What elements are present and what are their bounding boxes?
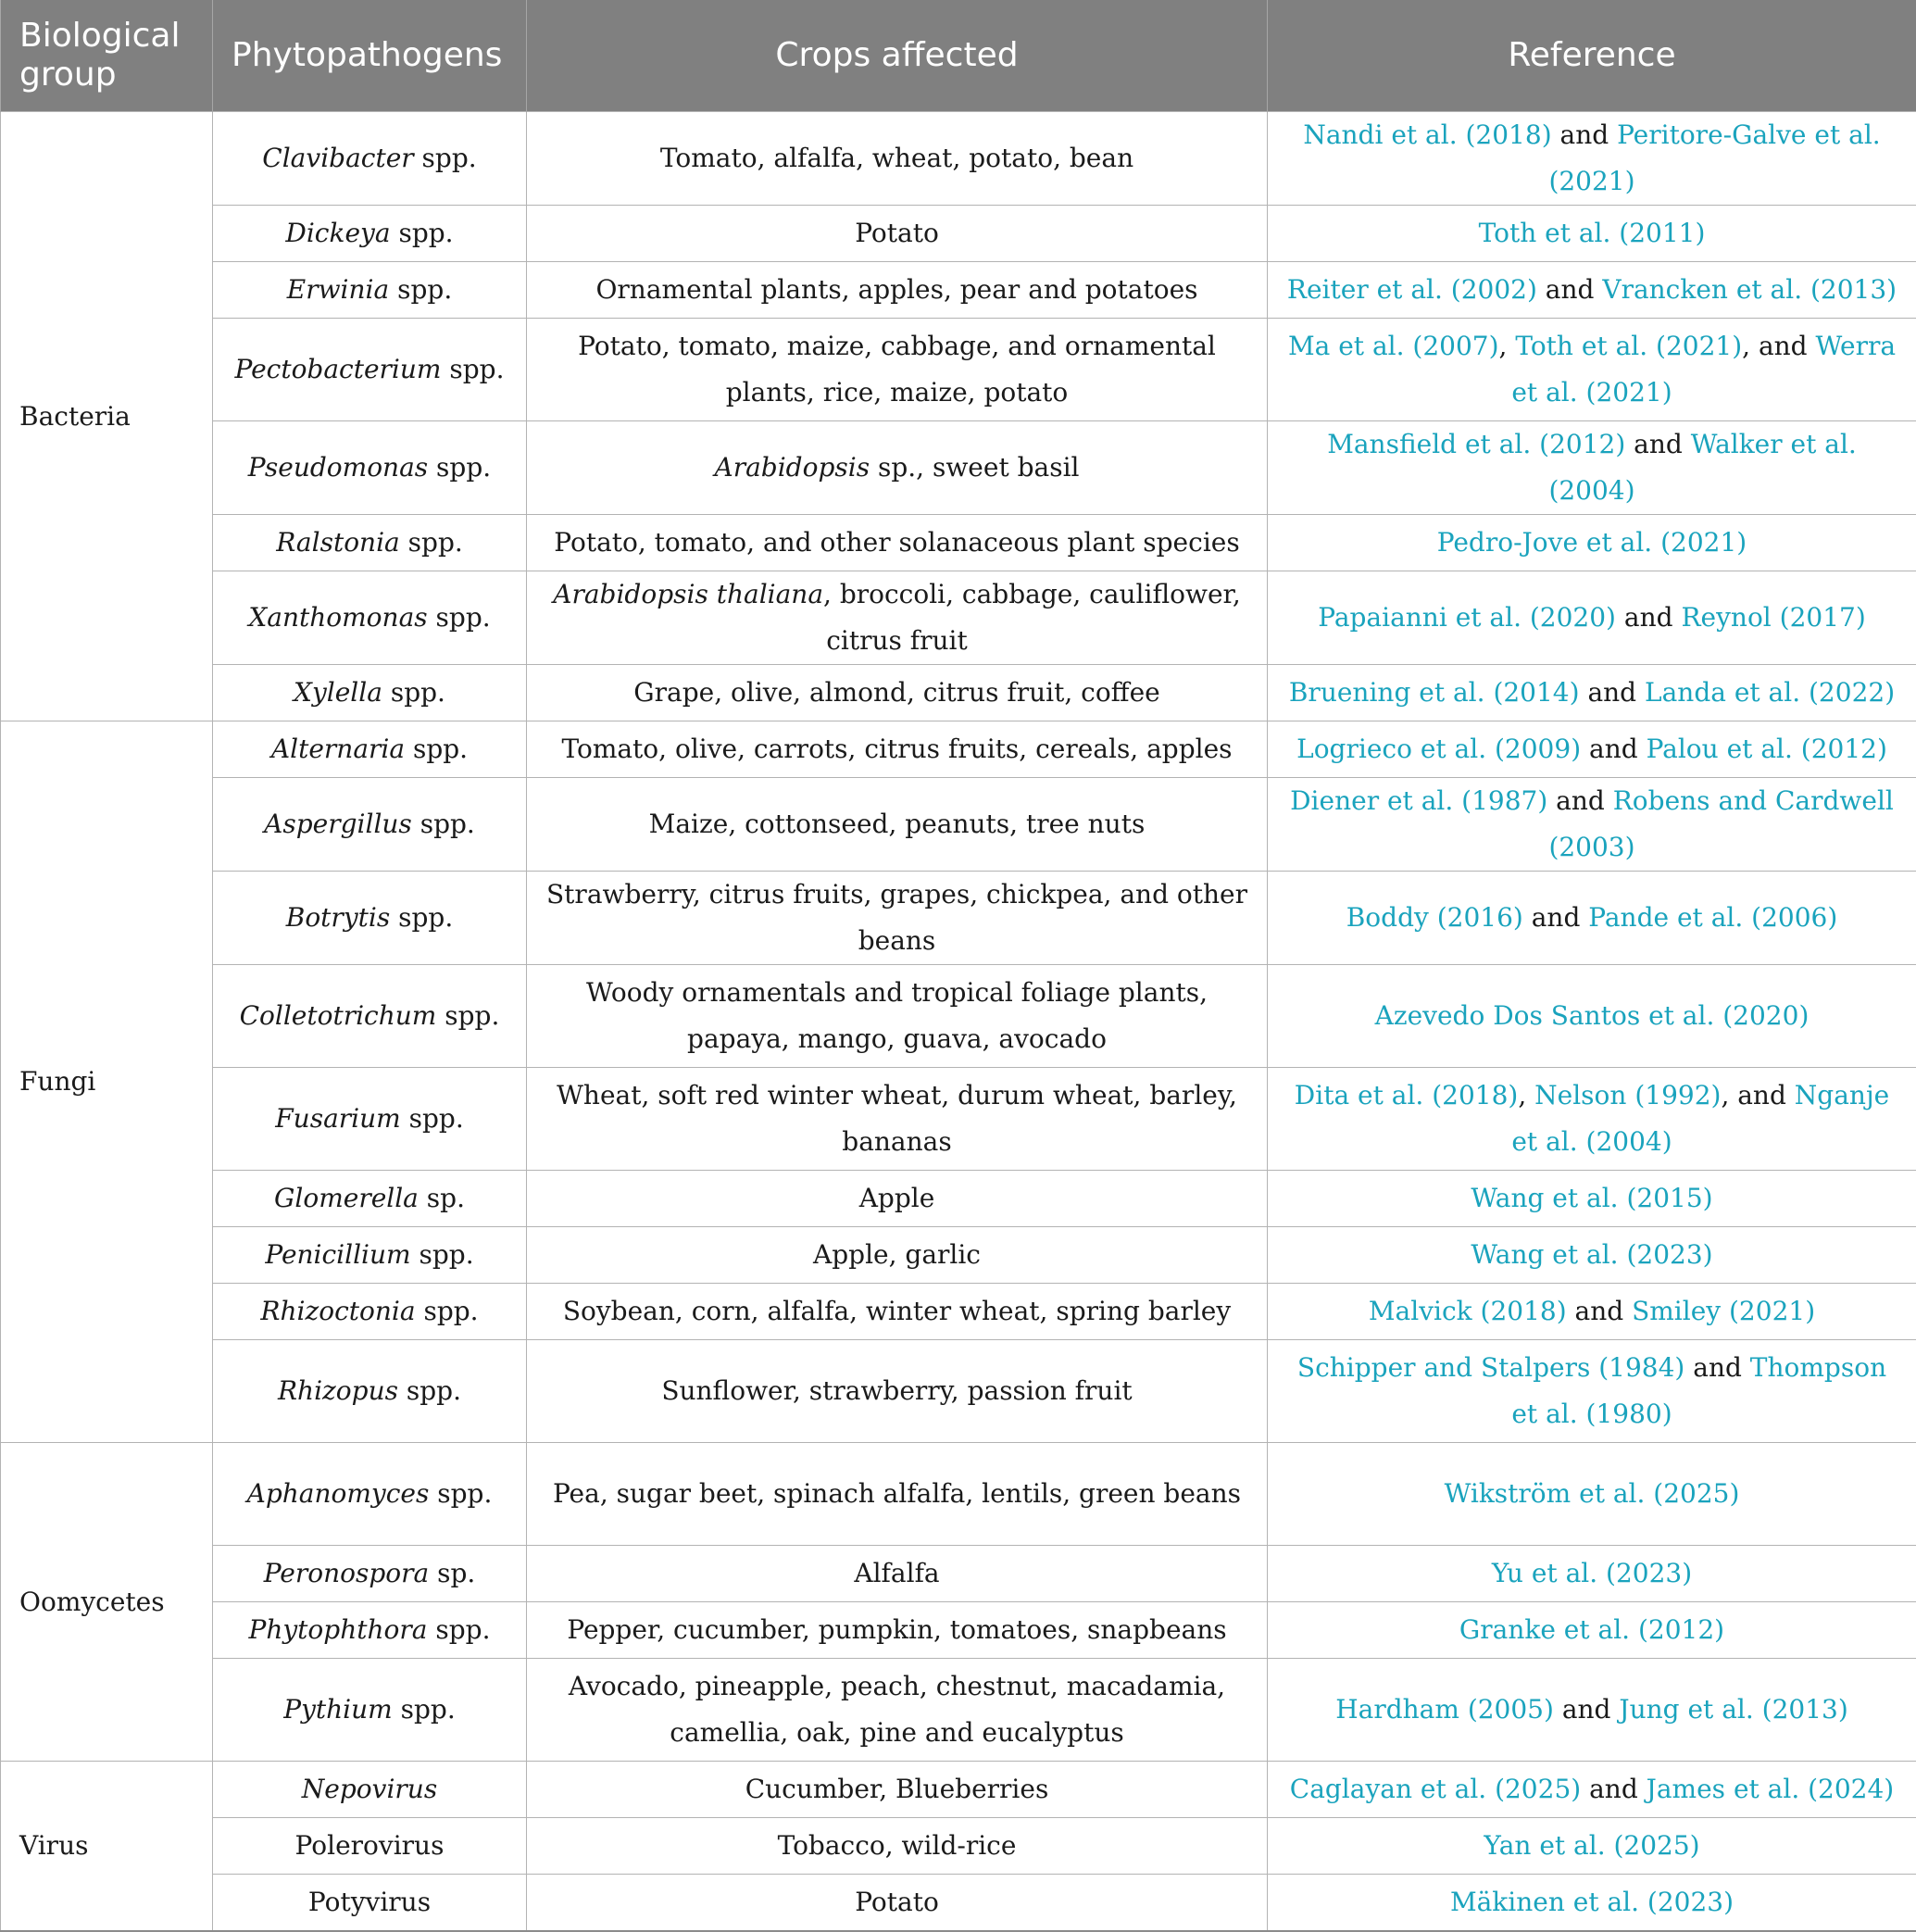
reference-link[interactable]: Wang et al. (2015) <box>1471 1183 1712 1213</box>
pathogen-suffix: spp. <box>405 734 468 764</box>
reference-link[interactable]: Smiley (2021) <box>1632 1296 1815 1326</box>
group-cell-virus: Virus <box>1 1762 213 1932</box>
reference-link[interactable]: James et al. (2024) <box>1647 1774 1895 1804</box>
reference-cell <box>1268 778 1916 872</box>
pathogen-genus: Pseudomonas <box>248 452 428 483</box>
table-row <box>1 206 1916 262</box>
crops-cell <box>527 1227 1268 1284</box>
reference-link[interactable]: Yan et al. (2025) <box>1484 1830 1699 1861</box>
reference-link[interactable]: Toth et al. (2011) <box>1479 218 1706 248</box>
pathogen-cell <box>213 1602 527 1659</box>
pathogen-genus: Penicillium <box>265 1239 410 1270</box>
reference-cell <box>1268 1875 1916 1932</box>
table-row <box>1 1875 1916 1932</box>
table-row <box>1 1227 1916 1284</box>
table-row <box>1 872 1916 965</box>
reference-cell <box>1268 319 1916 421</box>
pathogen-genus: Dickeya <box>285 218 390 248</box>
reference-link[interactable]: Landa et al. (2022) <box>1645 677 1895 708</box>
reference-cell <box>1268 262 1916 319</box>
crops-text: , broccoli, cabbage, cauliflower, citrus fruit <box>823 579 1241 656</box>
table-row <box>1 1818 1916 1875</box>
crops-text: Avocado, pineapple, peach, chestnut, macadamia, camellia, oak, pine and eucalyptus <box>569 1671 1225 1748</box>
reference-joiner: and <box>1580 677 1645 708</box>
reference-cell <box>1268 1068 1916 1171</box>
crops-text: Strawberry, citrus fruits, grapes, chickpea, and other beans <box>546 879 1247 956</box>
crops-cell <box>527 965 1268 1068</box>
reference-joiner: and <box>1625 429 1690 459</box>
table-row <box>1 721 1916 778</box>
crops-text: Ornamental plants, apples, pear and potatoes <box>595 274 1197 305</box>
reference-link[interactable]: Dita et al. (2018) <box>1295 1080 1519 1110</box>
pathogen-genus: Pythium <box>283 1694 392 1725</box>
reference-link[interactable]: Caglayan et al. (2025) <box>1290 1774 1581 1804</box>
reference-link[interactable]: Logrieco et al. (2009) <box>1296 734 1581 764</box>
crops-text: Potato, tomato, and other solanaceous plant species <box>554 527 1239 558</box>
crops-cell <box>527 1546 1268 1602</box>
crops-cell <box>527 262 1268 319</box>
table-row <box>1 1762 1916 1818</box>
pathogen-suffix: spp. <box>400 527 463 558</box>
pathogen-suffix: spp. <box>411 1239 474 1270</box>
reference-cell <box>1268 965 1916 1068</box>
reference-link[interactable]: Wikström et al. (2025) <box>1445 1478 1740 1509</box>
table-row <box>1 1340 1916 1443</box>
pathogen-genus: Aspergillus <box>264 809 412 839</box>
table-row <box>1 112 1916 206</box>
pathogen-suffix: spp. <box>414 143 477 173</box>
reference-cell <box>1268 515 1916 571</box>
table-body <box>1 112 1916 1932</box>
group-cell-fungi: Fungi <box>1 721 213 1443</box>
pathogen-cell <box>213 1762 527 1818</box>
crops-text: Potato, tomato, maize, cabbage, and ornamental plants, rice, maize, potato <box>578 331 1216 408</box>
group-cell-bacteria: Bacteria <box>1 112 213 721</box>
pathogen-cell <box>213 665 527 721</box>
crops-text: Pea, sugar beet, spinach alfalfa, lentils, green beans <box>553 1478 1241 1509</box>
reference-link[interactable]: Pedro-Jove et al. (2021) <box>1437 527 1747 558</box>
reference-cell <box>1268 665 1916 721</box>
reference-joiner: , <box>1518 1080 1534 1110</box>
pathogen-suffix: spp. <box>428 602 491 633</box>
crops-cell <box>527 1875 1268 1932</box>
crops-cell <box>527 1818 1268 1875</box>
reference-link[interactable]: Hardham (2005) <box>1335 1694 1554 1725</box>
pathogen-genus: Alternaria <box>271 734 405 764</box>
pathogen-cell <box>213 571 527 665</box>
reference-cell <box>1268 112 1916 206</box>
reference-link[interactable]: Toth et al. (2021) <box>1515 331 1742 361</box>
pathogen-cell <box>213 778 527 872</box>
table-row <box>1 571 1916 665</box>
crops-text: Apple, garlic <box>813 1239 981 1270</box>
reference-joiner: and <box>1554 1694 1619 1725</box>
crops-text: Tomato, alfalfa, wheat, potato, bean <box>660 143 1133 173</box>
pathogen-cell <box>213 1818 527 1875</box>
pathogen-genus: Pectobacterium <box>234 354 441 384</box>
reference-cell <box>1268 1546 1916 1602</box>
pathogen-cell <box>213 1875 527 1932</box>
table-row <box>1 421 1916 515</box>
reference-joiner: and <box>1523 902 1588 933</box>
table-row <box>1 1602 1916 1659</box>
pathogen-cell <box>213 206 527 262</box>
header-row <box>1 0 1916 112</box>
table-row <box>1 1443 1916 1546</box>
reference-link[interactable]: Werra et al. (2021) <box>1511 331 1896 408</box>
group-cell-oomycetes: Oomycetes <box>1 1443 213 1762</box>
pathogen-genus: Rhizopus <box>278 1375 398 1406</box>
crops-text: Potato <box>855 218 939 248</box>
table-row <box>1 319 1916 421</box>
table-row <box>1 1068 1916 1171</box>
table-row <box>1 1284 1916 1340</box>
reference-link[interactable]: Nelson (1992) <box>1534 1080 1721 1110</box>
reference-link[interactable]: Reiter et al. (2002) <box>1287 274 1537 305</box>
reference-joiner: and <box>1581 734 1646 764</box>
pathogen-cell <box>213 1659 527 1762</box>
pathogen-genus: Xanthomonas <box>248 602 427 633</box>
crops-cell <box>527 1340 1268 1443</box>
pathogen-cell <box>213 872 527 965</box>
reference-joiner: , and <box>1721 1080 1794 1110</box>
pathogen-suffix: spp. <box>427 1614 490 1645</box>
crops-cell <box>527 1659 1268 1762</box>
reference-link[interactable]: Walker et al. (2004) <box>1548 429 1856 506</box>
reference-link[interactable]: Robens and Cardwell (2003) <box>1548 785 1893 862</box>
pathogen-cell <box>213 1546 527 1602</box>
pathogen-suffix: spp. <box>412 809 475 839</box>
pathogen-cell <box>213 421 527 515</box>
reference-joiner: and <box>1552 119 1617 150</box>
reference-cell <box>1268 1659 1916 1762</box>
pathogen-suffix: Polerovirus <box>295 1830 445 1861</box>
crops-text: Cucumber, Blueberries <box>745 1774 1049 1804</box>
pathogen-cell <box>213 1443 527 1546</box>
crops-cell <box>527 1171 1268 1227</box>
crops-text: Potato <box>855 1887 939 1917</box>
reference-cell <box>1268 206 1916 262</box>
pathogen-genus: Colletotrichum <box>240 1000 437 1031</box>
pathogen-suffix: spp. <box>428 452 491 483</box>
pathogen-suffix: spp. <box>393 1694 456 1725</box>
crops-text: Alfalfa <box>854 1558 939 1588</box>
crops-cell <box>527 1068 1268 1171</box>
table-row <box>1 1171 1916 1227</box>
reference-joiner: and <box>1684 1352 1749 1383</box>
table-row <box>1 965 1916 1068</box>
crops-italic: Arabidopsis <box>715 452 870 483</box>
crops-cell <box>527 778 1268 872</box>
pathogen-cell <box>213 1284 527 1340</box>
pathogen-suffix: sp. <box>419 1183 465 1213</box>
reference-joiner: and <box>1537 274 1602 305</box>
reference-link[interactable]: Palou et al. (2012) <box>1647 734 1887 764</box>
pathogen-cell <box>213 319 527 421</box>
pathogen-genus: Nepovirus <box>302 1774 437 1804</box>
reference-joiner: , <box>1499 331 1516 361</box>
crops-text: Soybean, corn, alfalfa, winter wheat, spring barley <box>563 1296 1231 1326</box>
table-row <box>1 778 1916 872</box>
pathogen-genus: Phytophthora <box>248 1614 427 1645</box>
crops-italic: Arabidopsis thaliana <box>553 579 823 609</box>
crops-cell <box>527 112 1268 206</box>
crops-text: Woody ornamentals and tropical foliage plants, papaya, mango, guava, avocado <box>586 977 1208 1054</box>
header-crops: Crops affected <box>527 0 1268 112</box>
pathogen-genus: Fusarium <box>275 1103 400 1134</box>
crops-text: Apple <box>859 1183 935 1213</box>
pathogen-genus: Botrytis <box>286 902 390 933</box>
crops-text: sp., sweet basil <box>870 452 1079 483</box>
crops-text: Grape, olive, almond, citrus fruit, coffee <box>633 677 1159 708</box>
pathogen-suffix: spp. <box>390 902 453 933</box>
pathogen-cell <box>213 1227 527 1284</box>
crops-cell <box>527 665 1268 721</box>
pathogen-cell <box>213 965 527 1068</box>
pathogen-suffix: spp. <box>401 1103 464 1134</box>
reference-cell <box>1268 571 1916 665</box>
pathogen-cell <box>213 262 527 319</box>
reference-cell <box>1268 1762 1916 1818</box>
crops-text: Wheat, soft red winter wheat, durum wheat, barley, bananas <box>557 1080 1237 1157</box>
pathogen-cell <box>213 1171 527 1227</box>
reference-link[interactable]: Azevedo Dos Santos et al. (2020) <box>1375 1000 1810 1031</box>
table-row <box>1 262 1916 319</box>
reference-link[interactable]: Yu et al. (2023) <box>1492 1558 1692 1588</box>
reference-link[interactable]: Peritore-Galve et al. (2021) <box>1548 119 1880 196</box>
reference-link[interactable]: Thompson et al. (1980) <box>1511 1352 1886 1429</box>
reference-link[interactable]: Nganje et al. (2004) <box>1511 1080 1889 1157</box>
reference-link[interactable]: Reynol (2017) <box>1681 602 1865 633</box>
pathogen-suffix: sp. <box>429 1558 475 1588</box>
reference-link[interactable]: Mäkinen et al. (2023) <box>1450 1887 1734 1917</box>
reference-cell <box>1268 1818 1916 1875</box>
reference-link[interactable]: Wang et al. (2023) <box>1471 1239 1712 1270</box>
pathogen-cell <box>213 1340 527 1443</box>
pathogen-genus: Xylella <box>294 677 382 708</box>
crops-cell <box>527 319 1268 421</box>
pathogen-genus: Glomerella <box>274 1183 419 1213</box>
reference-cell <box>1268 1443 1916 1546</box>
crops-cell <box>527 421 1268 515</box>
pathogen-genus: Peronospora <box>264 1558 430 1588</box>
pathogen-genus: Erwinia <box>287 274 389 305</box>
crops-cell <box>527 1762 1268 1818</box>
reference-link[interactable]: Mansfield et al. (2012) <box>1327 429 1625 459</box>
pathogen-suffix: spp. <box>416 1296 479 1326</box>
reference-cell <box>1268 1340 1916 1443</box>
table-row <box>1 1659 1916 1762</box>
crops-cell <box>527 1443 1268 1546</box>
reference-cell <box>1268 1284 1916 1340</box>
crops-text: Pepper, cucumber, pumpkin, tomatoes, snapbeans <box>567 1614 1226 1645</box>
crops-cell <box>527 721 1268 778</box>
crops-cell <box>527 515 1268 571</box>
reference-link[interactable]: Bruening et al. (2014) <box>1289 677 1580 708</box>
header-pathogen: Phytopathogens <box>213 0 527 112</box>
pathogen-suffix: spp. <box>389 274 452 305</box>
pathogen-genus: Ralstonia <box>276 527 400 558</box>
pathogen-cell <box>213 1068 527 1171</box>
pathogen-suffix: spp. <box>429 1478 492 1509</box>
crops-cell <box>527 571 1268 665</box>
reference-link[interactable]: Malvick (2018) <box>1369 1296 1567 1326</box>
pathogen-genus: Aphanomyces <box>247 1478 430 1509</box>
pathogen-suffix: spp. <box>398 1375 461 1406</box>
reference-link[interactable]: Jung et al. (2013) <box>1619 1694 1847 1725</box>
reference-link[interactable]: Vrancken et al. (2013) <box>1602 274 1897 305</box>
pathogen-genus: Rhizoctonia <box>260 1296 415 1326</box>
pathogen-suffix: spp. <box>441 354 504 384</box>
reference-link[interactable]: Papaianni et al. (2020) <box>1318 602 1616 633</box>
crops-cell <box>527 872 1268 965</box>
reference-link[interactable]: Diener et al. (1987) <box>1290 785 1547 816</box>
reference-link[interactable]: Pande et al. (2006) <box>1588 902 1837 933</box>
crops-text: Tobacco, wild-rice <box>778 1830 1017 1861</box>
pathogen-cell <box>213 112 527 206</box>
pathogen-suffix: spp. <box>436 1000 499 1031</box>
crops-text: Sunflower, strawberry, passion fruit <box>661 1375 1132 1406</box>
pathogen-cell <box>213 515 527 571</box>
crops-cell <box>527 1284 1268 1340</box>
table-row <box>1 1546 1916 1602</box>
header-group: Biological group <box>1 0 213 112</box>
reference-link[interactable]: Granke et al. (2012) <box>1459 1614 1724 1645</box>
reference-joiner: and <box>1547 785 1612 816</box>
reference-link[interactable]: Nandi et al. (2018) <box>1303 119 1551 150</box>
header-reference: Reference <box>1268 0 1916 112</box>
reference-link[interactable]: Ma et al. (2007) <box>1288 331 1499 361</box>
pathogen-suffix: spp. <box>382 677 445 708</box>
pathogen-cell <box>213 721 527 778</box>
reference-link[interactable]: Boddy (2016) <box>1346 902 1523 933</box>
reference-cell <box>1268 421 1916 515</box>
crops-text: Maize, cottonseed, peanuts, tree nuts <box>649 809 1146 839</box>
reference-cell <box>1268 1171 1916 1227</box>
reference-cell <box>1268 1227 1916 1284</box>
table-row <box>1 515 1916 571</box>
reference-joiner: and <box>1567 1296 1632 1326</box>
crops-cell <box>527 1602 1268 1659</box>
reference-joiner: and <box>1581 1774 1646 1804</box>
crops-cell <box>527 206 1268 262</box>
reference-link[interactable]: Schipper and Stalpers (1984) <box>1297 1352 1684 1383</box>
reference-joiner: and <box>1616 602 1681 633</box>
crops-text: Tomato, olive, carrots, citrus fruits, cereals, apples <box>561 734 1232 764</box>
pathogen-suffix: spp. <box>391 218 454 248</box>
pathogen-suffix: Potyvirus <box>308 1887 431 1917</box>
pathogen-genus: Clavibacter <box>262 143 413 173</box>
reference-cell <box>1268 1602 1916 1659</box>
reference-joiner: , and <box>1742 331 1815 361</box>
reference-cell <box>1268 872 1916 965</box>
reference-cell <box>1268 721 1916 778</box>
table-row <box>1 665 1916 721</box>
